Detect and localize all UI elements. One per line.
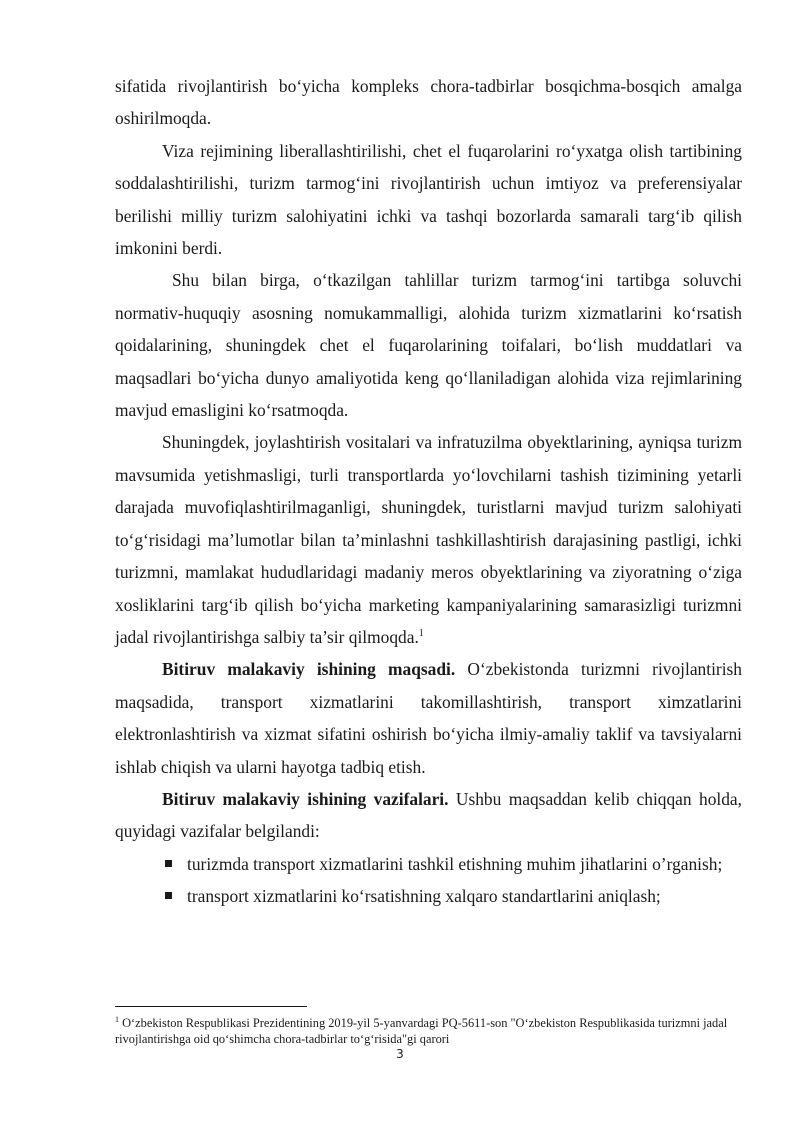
paragraph-infrastructure xyxy=(115,426,742,653)
paragraph-text: Viza rejimining liberallashtirilishi, chet el fuqarolarini ro‘yxatga olish tartibining soddalashtirilishi, turizm tarmog‘ini rivojlantirish uchun imtiyoz va preferensiyalar berilishi milliy turizm salohiyatini ichki va tashqi bozorlarda samarali targ‘ib qilish imkonini berdi. xyxy=(115,140,742,259)
list-item-text: transport xizmatlarini ko‘rsatishning xalqaro standartlarini aniqlash; xyxy=(187,886,661,907)
paragraph-goal xyxy=(115,653,742,783)
paragraph-text: Ushbu maqsaddan kelib chiqqan holda, quyidagi vazifalar belgilandi: xyxy=(115,788,742,842)
list-item xyxy=(115,880,742,912)
body-text xyxy=(115,70,742,913)
footnote xyxy=(115,1015,742,1047)
paragraph-tasks xyxy=(115,783,742,848)
paragraph-analysis xyxy=(115,264,742,426)
list-item xyxy=(115,848,742,880)
paragraph-text: O‘zbekistonda turizmni rivojlantirish maqsadida, transport xizmatlarini takomillashtirish, transport ximzatlarini elektronlashtirish va xizmat sifatini oshirish bo‘yicha ilmiy-amaliy taklif va tavsiyalarni ishlab chiqish va ularni hayotga tadbiq etish. xyxy=(115,659,742,777)
paragraph-continuation xyxy=(115,70,742,135)
list-item-text: turizmda transport xizmatlarini tashkil etishning muhim jihatlarini o’rganish; xyxy=(187,853,723,874)
footnote-reference[interactable]: 1 xyxy=(418,628,424,640)
task-list xyxy=(115,848,742,913)
paragraph-text: Shu bilan birga, o‘tkazilgan tahlillar turizm tarmog‘ini tartibga soluvchi normativ-huquqiy asosning nomukammalligi, alohida turizm xizmatlarini ko‘rsatish qoidalarining, shuningdek chet el fuqarolarining toifalari, bo‘lish muddatlari va maqsadlari bo‘yicha dunyo amaliyotida keng qo‘llaniladigan alohida viza rejimlarining mavjud emasligini ko‘rsatmoqda. xyxy=(115,270,742,421)
square-bullet-icon xyxy=(165,892,172,899)
tasks-heading: Bitiruv malakaviy ishining vazifalari. xyxy=(162,788,449,809)
footnote-marker: 1 xyxy=(115,1014,119,1024)
footnote-text: O‘zbekiston Respublikasi Prezidentining 2019-yil 5-yanvardagi PQ-5611-son "O‘zbekiston Respublikasida turizmni jadal rivojlantirishga oid qo‘shimcha chora-tadbirlar to‘g‘risida"gi qarori xyxy=(115,1016,728,1046)
goal-heading: Bitiruv malakaviy ishining maqsadi. xyxy=(162,659,456,680)
paragraph-text: Shuningdek, joylashtirish vositalari va infratuzilma obyektlarining, ayniqsa turizm mavsumida yetishmasligi, turli transportlarda yo‘lovchilarni tashish tizimining yetarli darajada muvofiqlashtirilmaganligi, shuningdek, turistlarni mavjud turizm salohiyati to‘g‘risidagi ma’lumotlar bilan ta’minlashni tashkillashtirish darajasining pastligi, ichki turizmni, mamlakat hududlaridagi madaniy meros obyektlarining va ziyoratning o‘ziga xosliklarini targ‘ib qilish bo‘yicha marketing kampaniyalarining samarasizligi turizmni jadal rivojlantirishga salbiy ta’sir qilmoqda. xyxy=(115,432,742,647)
square-bullet-icon xyxy=(165,860,172,867)
page-number: 3 xyxy=(396,1047,404,1061)
paragraph-text: sifatida rivojlantirish bo‘yicha kompleks chora-tadbirlar bosqichma-bosqich amalga oshirilmoqda. xyxy=(115,76,742,129)
footnote-divider xyxy=(115,1006,307,1007)
paragraph-visa-regime xyxy=(115,135,742,265)
